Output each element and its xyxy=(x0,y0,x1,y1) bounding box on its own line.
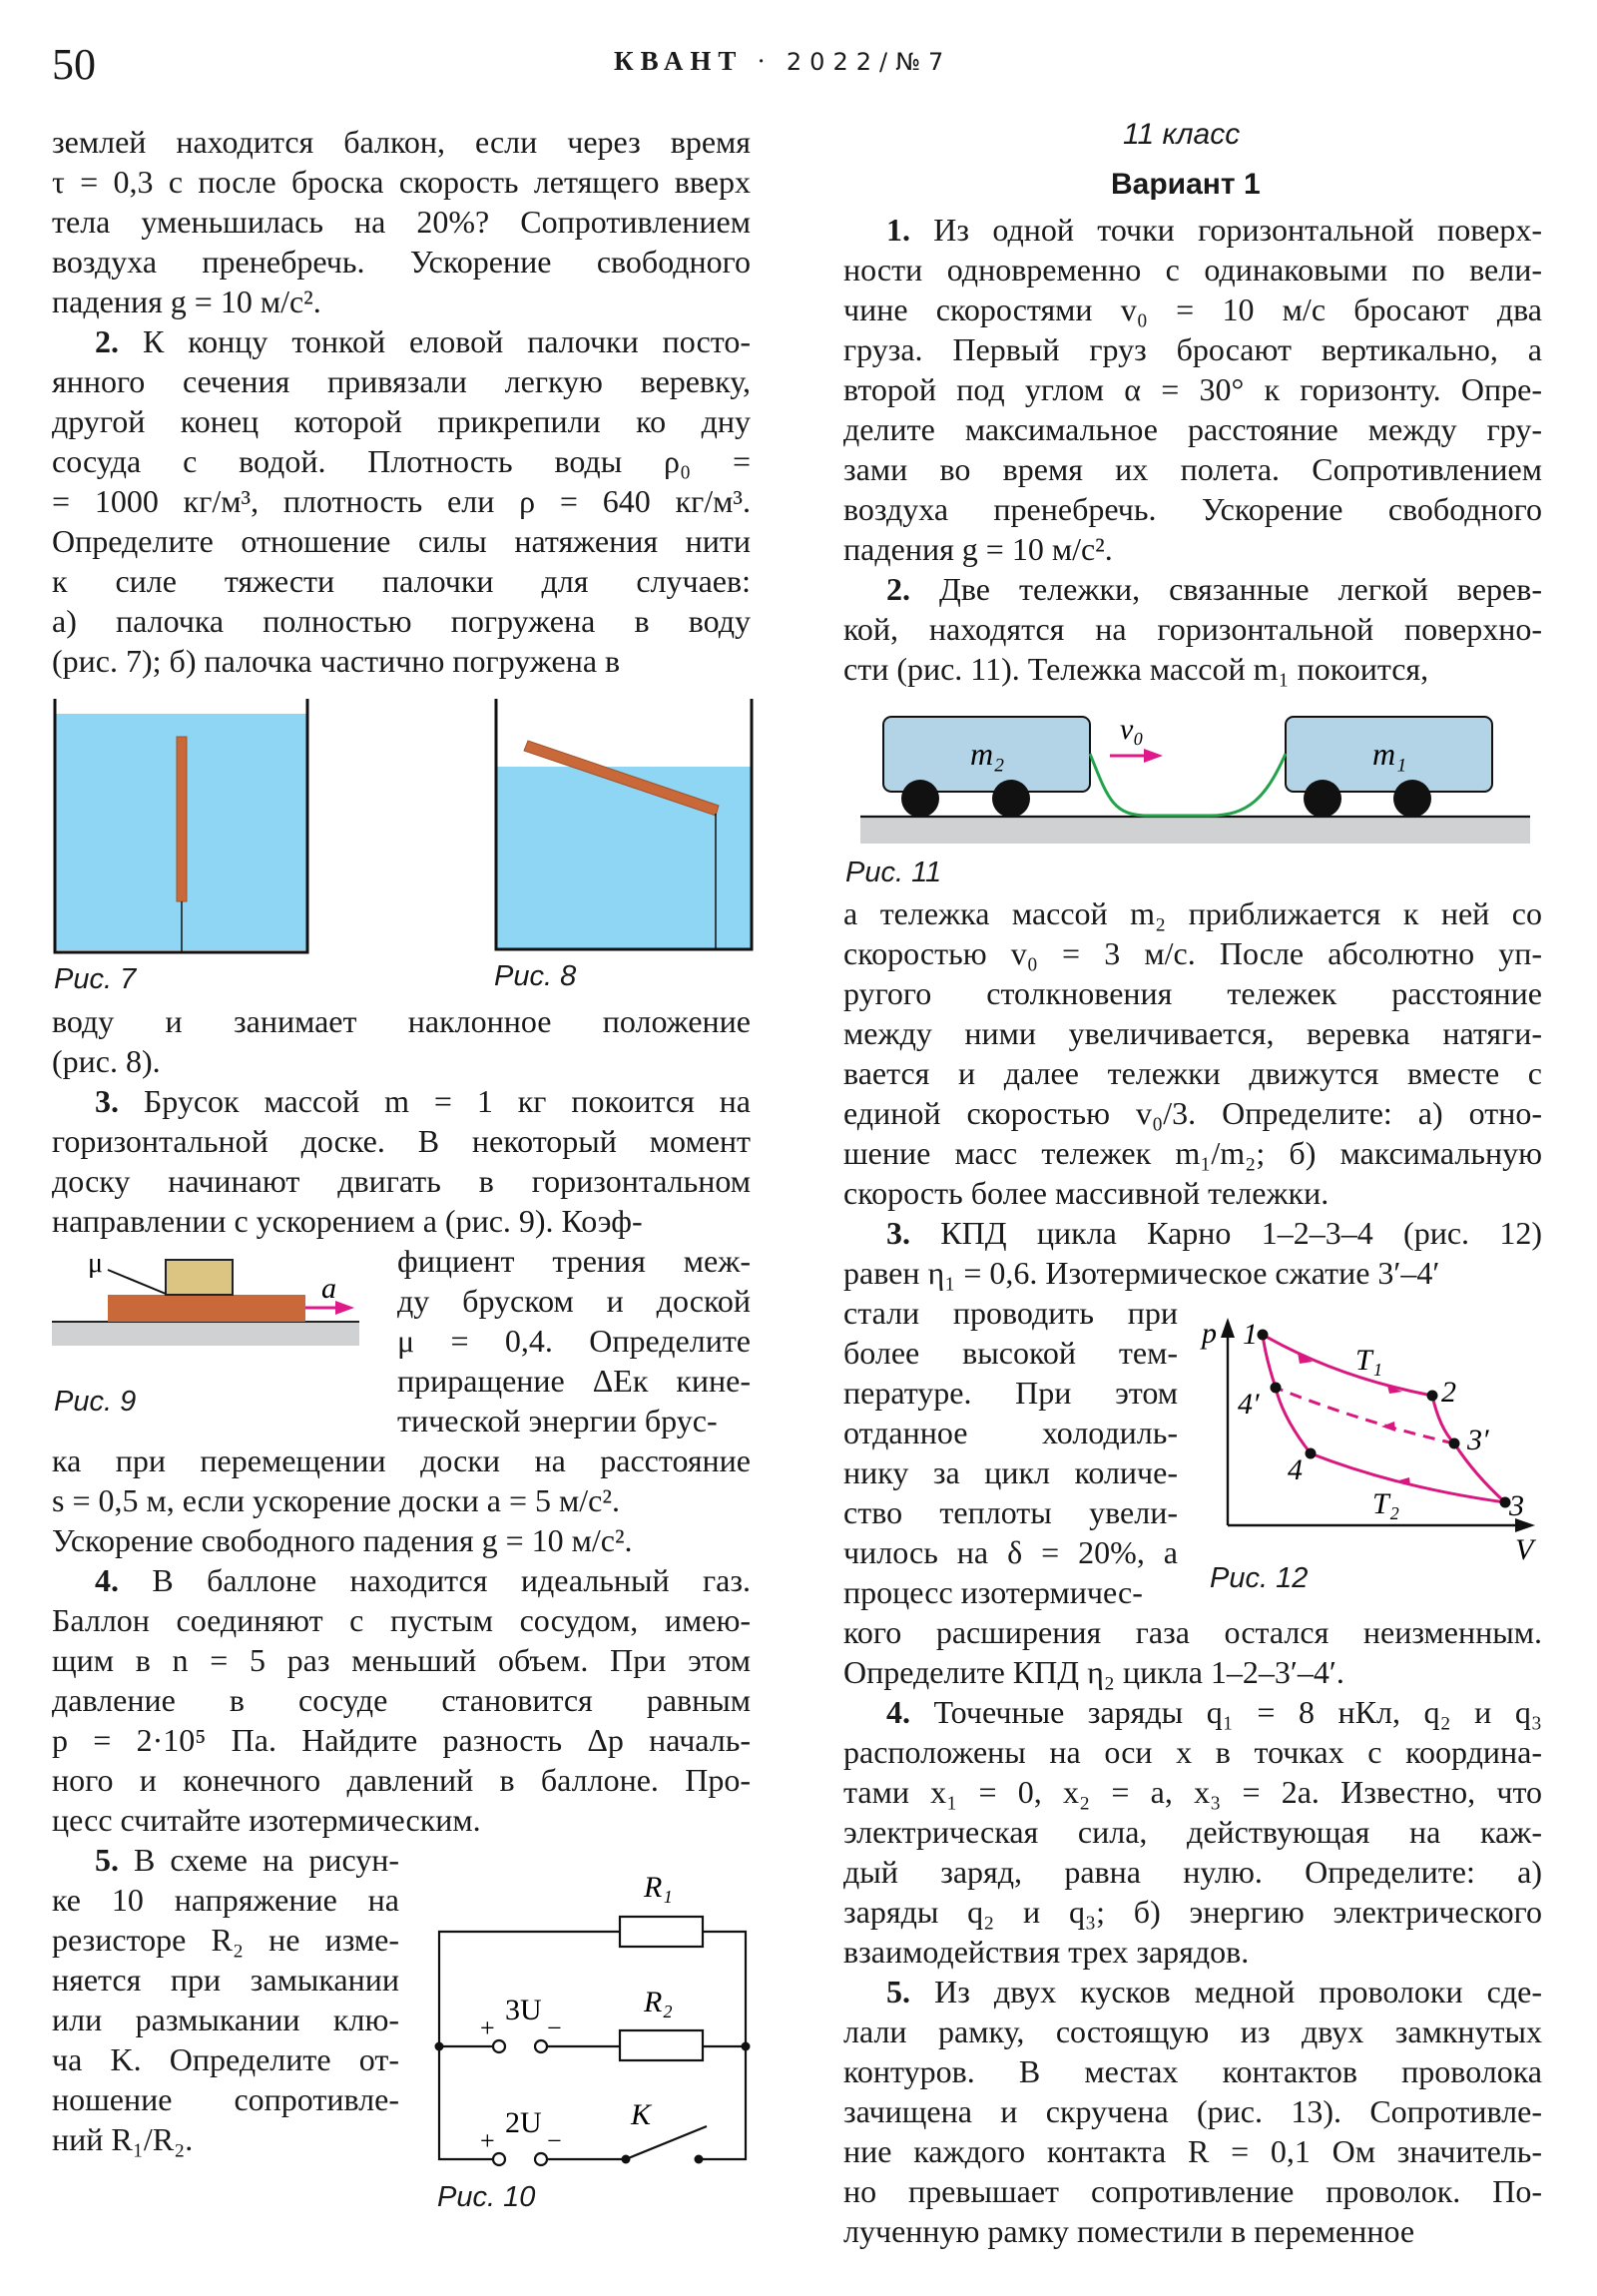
figure-9 xyxy=(52,1248,371,1388)
label-r1: R₁ xyxy=(644,1871,673,1904)
cart-m1-wheel-left xyxy=(1304,780,1341,818)
text-line: а) палочка полностью погружена в воду xyxy=(52,603,751,639)
text-line: взаимодействия трех зарядов. xyxy=(843,1934,1250,1970)
text-line: тами x₁ = 0, x₂ = a, x₃ = 2a. Известно, что xyxy=(843,1774,1542,1810)
junction-right xyxy=(742,2042,751,2051)
text-line: 3. Брусок массой m = 1 кг покоится на xyxy=(95,1083,751,1119)
text-line: контуров. В местах контактов проволока xyxy=(843,2053,1542,2089)
velocity-arrow-head xyxy=(1144,749,1163,763)
text-line: Баллон соединяют с пустым сосудом, имею- xyxy=(52,1602,751,1638)
text-line: няется при замыкании xyxy=(52,1962,399,1998)
cart-m1-wheel-right xyxy=(1393,780,1431,818)
text-line: приращение ΔEк кине- xyxy=(397,1363,751,1399)
text-line: лали рамку, состоящую из двух замкнутых xyxy=(843,2013,1542,2049)
label-2u: 2U xyxy=(505,2106,542,2139)
water xyxy=(496,767,752,949)
text-line: 2. К концу тонкой еловой палочки посто- xyxy=(95,323,751,359)
point-3p xyxy=(1449,1438,1460,1449)
label-t2: T₂ xyxy=(1372,1487,1400,1520)
text-line: другой конец которой прикрепили ко дну xyxy=(52,403,751,439)
text-line: ке 10 напряжение на xyxy=(52,1882,399,1918)
text-line: p = 2·10⁵ Па. Найдите разность Δp началь- xyxy=(52,1722,751,1758)
magazine-title: КВАНТ xyxy=(614,46,744,76)
text-line: а тележка массой m₂ приближается к ней со xyxy=(843,895,1542,931)
mu-pointer xyxy=(108,1270,166,1294)
problem-number: 3. xyxy=(95,1083,119,1119)
label-m2: m₂ xyxy=(970,736,1005,772)
text-line: более высокой тем- xyxy=(843,1335,1178,1371)
text-line: процесс изотермичес- xyxy=(843,1574,1143,1610)
text-line: направлении с ускорением a (рис. 9). Коэф- xyxy=(52,1203,643,1239)
ground xyxy=(52,1322,359,1346)
text-line: горизонтальной доске. В некоторый момент xyxy=(52,1123,751,1159)
text-line: ча K. Определите от- xyxy=(52,2041,399,2077)
text-line: ности одновременно с одинаковыми по вели- xyxy=(843,252,1542,287)
point-4 xyxy=(1306,1448,1317,1459)
plus-3u: + xyxy=(480,2013,495,2042)
resistor-r1 xyxy=(620,1917,703,1947)
text-line: τ = 0,3 с после броска скорость летящего вверх xyxy=(52,164,751,200)
terminal-plus-2u xyxy=(493,2153,505,2165)
terminal-minus-3u xyxy=(535,2040,547,2052)
text-line: шение масс тележек m₁/m₂; б) максимальную xyxy=(843,1135,1542,1171)
label-t1: T₁ xyxy=(1355,1344,1383,1377)
switch-contact xyxy=(695,2155,704,2164)
text-line: 2. Две тележки, связанные легкой верев- xyxy=(886,571,1542,607)
text-line: ного и конечного давлений в баллоне. Про- xyxy=(52,1762,751,1798)
label-point-3: 3 xyxy=(1509,1489,1524,1522)
cart-m2-wheel-right xyxy=(992,780,1030,818)
bottom-wire-right xyxy=(699,2046,746,2159)
left-column-text-1 xyxy=(52,122,751,681)
accel-label: a xyxy=(321,1272,336,1305)
text-line: скоростью v₀ = 3 м/с. После абсолютно уп- xyxy=(843,935,1542,971)
text-line: вается и далее тележки движутся вместе с xyxy=(843,1055,1542,1091)
left-column-beside-fig10 xyxy=(52,1840,399,2159)
problem-number: 3. xyxy=(886,1215,910,1251)
text-line: (рис. 8). xyxy=(52,1043,161,1079)
text-line: электрическая сила, действующая на каж- xyxy=(843,1814,1542,1850)
top-wire xyxy=(439,1932,620,2046)
header-separator: · xyxy=(757,46,774,76)
running-header xyxy=(614,46,951,77)
text-line: сосуда с водой. Плотность воды ρ₀ = xyxy=(52,443,751,479)
text-line: ду бруском и доской xyxy=(397,1283,751,1319)
problem-number: 5. xyxy=(886,1974,910,2009)
problem-number: 2. xyxy=(886,571,910,607)
text-line: Определите отношение силы натяжения нити xyxy=(52,523,751,559)
grade-heading: 11 класс xyxy=(1123,118,1241,151)
figure-10 xyxy=(419,1857,769,2186)
label-point-4p: 4′ xyxy=(1238,1388,1260,1421)
text-line: 4. В баллоне находится идеальный газ. xyxy=(95,1562,751,1598)
text-line: расположены на оси x в точках с координа- xyxy=(843,1734,1542,1770)
text-line: зами во время их полета. Сопротивлением xyxy=(843,451,1542,487)
problem-number: 5. xyxy=(95,1842,119,1878)
text-line: пературе. При этом xyxy=(843,1375,1178,1411)
text-line: заряды q₂ и q₃; б) энергию электрического xyxy=(843,1894,1542,1930)
text-line: отданное холодиль- xyxy=(843,1415,1178,1450)
text-line: 5. В схеме на рисун- xyxy=(95,1842,399,1878)
board xyxy=(108,1295,305,1322)
block xyxy=(166,1260,233,1295)
text-line: кого расширения газа остался неизменным. xyxy=(843,1614,1542,1650)
text-line: к силе тяжести палочки для случаев: xyxy=(52,563,751,599)
label-point-2: 2 xyxy=(1441,1376,1456,1409)
label-3u: 3U xyxy=(505,1994,542,2026)
text-line: ругого столкновения тележек расстояние xyxy=(843,975,1542,1011)
text-line: μ = 0,4. Определите xyxy=(397,1323,751,1359)
rope xyxy=(1090,754,1286,816)
cart-m2-wheel-left xyxy=(901,780,939,818)
issue-number: 2022/№7 xyxy=(786,48,952,76)
adiabat-4-1 xyxy=(1263,1335,1311,1453)
label-point-4: 4 xyxy=(1288,1453,1303,1486)
label-v: V xyxy=(1515,1533,1534,1566)
text-line: груза. Первый груз бросают вертикально, а xyxy=(843,331,1542,367)
junction-left xyxy=(435,2042,444,2051)
fig7-caption: Рис. 7 xyxy=(54,963,137,995)
resistor-r2 xyxy=(620,2030,703,2060)
left-column-text-2 xyxy=(52,1001,751,1241)
problem-number: 2. xyxy=(95,323,119,359)
text-line: между ними увеличивается, веревка натяги- xyxy=(843,1015,1542,1051)
stick xyxy=(177,737,187,901)
label-point-3p: 3′ xyxy=(1467,1424,1489,1456)
problem-number: 4. xyxy=(886,1694,910,1730)
page-number: 50 xyxy=(52,40,96,89)
variant-heading: Вариант 1 xyxy=(1111,168,1261,201)
text-line: единой скоростью v₀/3. Определите: а) отно- xyxy=(843,1095,1542,1131)
text-line: воздуха пренебречь. Ускорение свободного xyxy=(52,244,751,280)
figure-8 xyxy=(494,694,759,993)
text-line: ний R₁/R₂. xyxy=(52,2121,194,2157)
text-line: (рис. 7); б) палочка частично погружена в xyxy=(52,643,621,679)
text-line: 5. Из двух кусков медной проволоки сде- xyxy=(886,1974,1542,2009)
right-column-text-3 xyxy=(843,1612,1542,2251)
text-line: 4. Точечные заряды q₁ = 8 нКл, q₂ и q₃ xyxy=(886,1694,1542,1730)
text-line: тической энергии брус- xyxy=(397,1403,718,1438)
text-line: или размыкании клю- xyxy=(52,2002,399,2037)
fig8-caption: Рис. 8 xyxy=(494,960,577,992)
left-column-text-3 xyxy=(52,1440,751,1840)
right-column-text-1 xyxy=(843,210,1542,689)
text-line: ние каждого контакта R = 0,1 Ом значитель- xyxy=(843,2133,1542,2169)
text-line: ка при перемещении доски на расстояние xyxy=(52,1442,751,1478)
point-4p xyxy=(1271,1383,1282,1394)
text-line: 1. Из одной точки горизонтальной поверх- xyxy=(886,212,1542,248)
figure-11 xyxy=(858,709,1537,854)
text-line: ношение сопротивле- xyxy=(52,2081,399,2117)
text-line: стали проводить при xyxy=(843,1295,1178,1331)
figure-7 xyxy=(52,699,311,998)
text-line: фициент трения меж- xyxy=(397,1243,751,1279)
text-line: лученную рамку поместили в переменное xyxy=(843,2213,1415,2249)
top-wire-right xyxy=(703,1932,746,2046)
text-line: Ускорение свободного падения g = 10 м/с². xyxy=(52,1522,633,1558)
label-p: p xyxy=(1202,1317,1217,1350)
text-line: второй под углом α = 30° к горизонту. Опре- xyxy=(843,371,1542,407)
y-axis-arrow xyxy=(1221,1318,1235,1338)
label-m1: m₁ xyxy=(1372,736,1407,772)
text-line: чине скоростями v₀ = 10 м/с бросают два xyxy=(843,291,1542,327)
label-v0: v₀ xyxy=(1120,713,1144,746)
right-column-beside-fig12 xyxy=(843,1293,1178,1612)
text-line: кой, находятся на горизонтальной поверхно- xyxy=(843,611,1542,647)
text-line: делите максимальное расстояние между гру- xyxy=(843,411,1542,447)
figure-12 xyxy=(1198,1298,1557,1566)
terminal-plus-3u xyxy=(493,2040,505,2052)
minus-3u: − xyxy=(547,2013,562,2042)
text-line: 3. КПД цикла Карно 1–2–3–4 (рис. 12) xyxy=(886,1215,1542,1251)
text-line: падения g = 10 м/с². xyxy=(843,531,1113,567)
fig10-caption: Рис. 10 xyxy=(437,2181,536,2213)
fig11-caption: Рис. 11 xyxy=(845,857,942,888)
right-column-text-2 xyxy=(843,893,1542,1293)
text-line: ство теплоты увели- xyxy=(843,1494,1178,1530)
switch-pivot xyxy=(622,2155,631,2164)
isotherm-t1 xyxy=(1263,1335,1432,1396)
text-line: s = 0,5 м, если ускорение доски a = 5 м/с². xyxy=(52,1482,620,1518)
text-line: землей находится балкон, если через время xyxy=(52,124,751,160)
mu-label: μ xyxy=(88,1248,104,1279)
text-line: воду и занимает наклонное положение xyxy=(52,1003,751,1039)
text-line: янного сечения привязали легкую веревку, xyxy=(52,363,751,399)
text-line: резисторе R₂ не изме- xyxy=(52,1922,399,1958)
text-line: скорость более массивной тележки. xyxy=(843,1175,1330,1211)
text-line: сти (рис. 11). Тележка массой m₁ покоится, xyxy=(843,651,1429,687)
left-column-beside-fig9 xyxy=(397,1241,751,1440)
plus-2u: + xyxy=(480,2126,495,2155)
text-line: но превышает сопротивление проволок. По- xyxy=(843,2173,1542,2209)
text-line: доску начинают двигать в горизонтальном xyxy=(52,1163,751,1199)
text-line: воздуха пренебречь. Ускорение свободного xyxy=(843,491,1542,527)
fig9-caption: Рис. 9 xyxy=(54,1386,137,1418)
text-line: нику за цикл количе- xyxy=(843,1454,1178,1490)
arrow-dashed xyxy=(1381,1422,1395,1432)
problem-number: 4. xyxy=(95,1562,119,1598)
text-line: равен η₁ = 0,6. Изотермическое сжатие 3′–4′ xyxy=(843,1255,1440,1291)
terminal-minus-2u xyxy=(535,2153,547,2165)
fig12-caption: Рис. 12 xyxy=(1210,1562,1309,1594)
text-line: падения g = 10 м/с². xyxy=(52,284,321,319)
text-line: тела уменьшилась на 20%? Сопротивлением xyxy=(52,204,751,240)
ground xyxy=(860,817,1530,844)
text-line: цесс считайте изотермическим. xyxy=(52,1802,481,1838)
label-point-1: 1 xyxy=(1243,1318,1258,1351)
text-line: зачищена и скручена (рис. 13). Сопротивле- xyxy=(843,2093,1542,2129)
text-line: щим в n = 5 раз меньший объем. При этом xyxy=(52,1642,751,1678)
text-line: чилось на δ = 20%, а xyxy=(843,1534,1178,1570)
label-r2: R₂ xyxy=(644,1986,673,2018)
text-line: дый заряд, равна нулю. Определите: а) xyxy=(843,1854,1542,1890)
point-1 xyxy=(1258,1330,1269,1341)
label-k: K xyxy=(631,2098,652,2131)
problem-number: 1. xyxy=(886,212,910,248)
accel-arrow-head xyxy=(335,1301,354,1315)
text-line: = 1000 кг/м³, плотность ели ρ = 640 кг/м³. xyxy=(52,483,751,519)
minus-2u: − xyxy=(547,2126,562,2155)
point-2 xyxy=(1427,1391,1438,1402)
text-line: давление в сосуде становится равным xyxy=(52,1682,751,1718)
text-line: Определите КПД η₂ цикла 1–2–3′–4′. xyxy=(843,1654,1344,1690)
